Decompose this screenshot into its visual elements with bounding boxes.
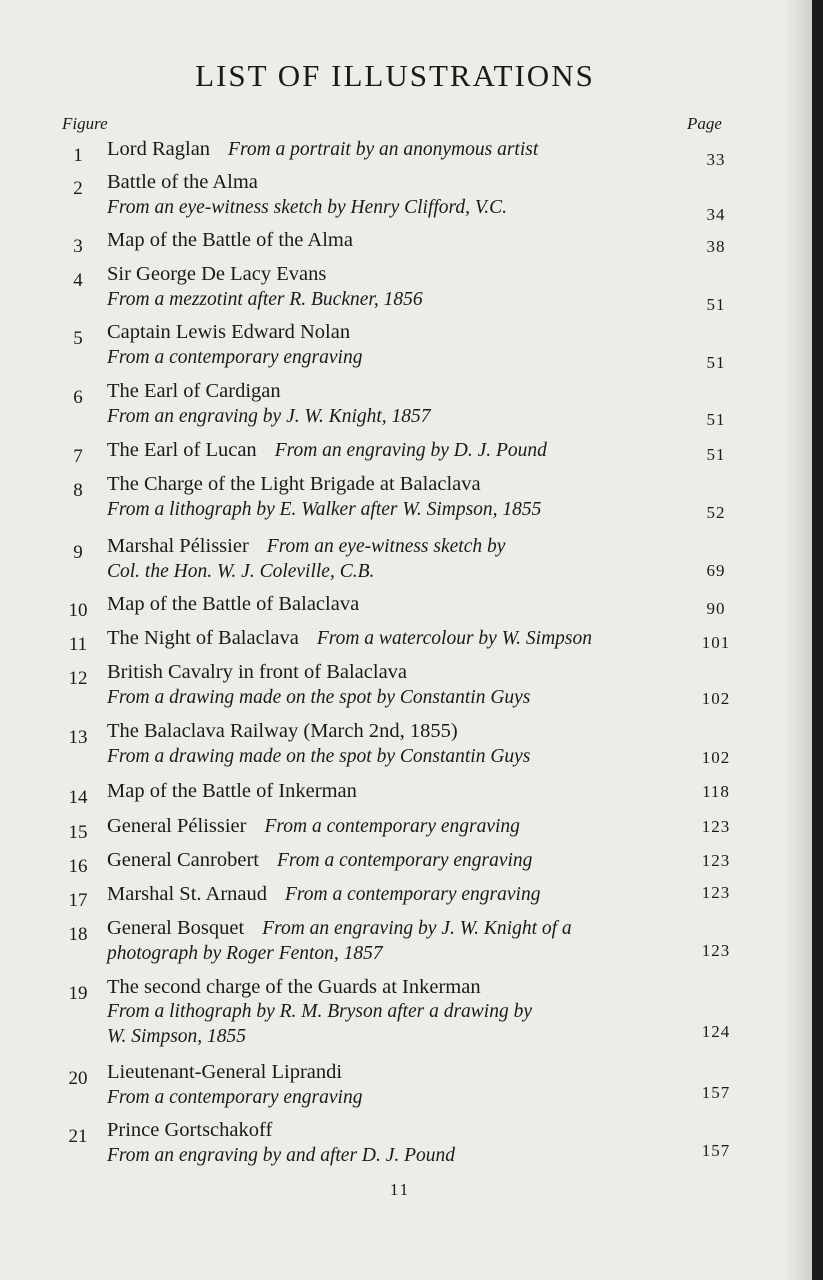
illustration-caption-continued: W. Simpson, 1855	[107, 1026, 247, 1047]
illustration-title: Captain Lewis Edward Nolan	[107, 321, 351, 343]
page-number: 51	[706, 353, 726, 372]
illustration-title: Battle of the Alma	[107, 171, 258, 193]
title-text: General Bosquet	[107, 917, 245, 939]
page-number: 118	[702, 782, 730, 801]
figure-number: 16	[68, 856, 88, 877]
illustration-caption: From an engraving by D. J. Pound	[274, 440, 547, 461]
page-title: LIST OF ILLUSTRATIONS	[195, 58, 595, 93]
illustration-title: Sir George De Lacy Evans	[107, 263, 327, 285]
page-edge-shadow	[784, 0, 812, 1280]
page-number: 124	[701, 1022, 731, 1041]
illustration-title	[107, 138, 538, 161]
page-number: 34	[706, 205, 726, 224]
illustration-caption: From a contemporary engraving	[107, 347, 363, 368]
illustration-title: Map of the Battle of Balaclava	[107, 593, 360, 615]
figure-number: 13	[68, 727, 88, 748]
figure-column-header: Figure	[62, 114, 108, 133]
illustration-title	[107, 439, 547, 462]
illustration-caption: From a contemporary engraving	[264, 816, 520, 837]
page-number: 33	[706, 150, 726, 169]
figure-number: 18	[68, 924, 88, 945]
figure-number: 17	[68, 890, 88, 911]
title-text: General Pélissier	[107, 815, 247, 837]
page-column-header: Page	[687, 114, 722, 133]
illustration-caption: From a portrait by an anonymous artist	[228, 139, 539, 160]
illustration-caption: From an eye-witness sketch by Henry Clifford, V.C.	[107, 197, 508, 218]
illustration-title: Lieutenant-General Liprandi	[107, 1061, 343, 1083]
page-number: 90	[706, 599, 726, 618]
page-number: 102	[701, 689, 731, 708]
illustration-title: Prince Gortschakoff	[107, 1119, 273, 1141]
figure-number: 10	[68, 600, 88, 621]
page-number: 51	[706, 445, 726, 464]
figure-number: 3	[73, 236, 83, 257]
illustration-title: Map of the Battle of Inkerman	[107, 780, 357, 802]
figure-number: 7	[73, 446, 83, 467]
illustration-title	[107, 627, 592, 650]
illustration-caption: From a contemporary engraving	[276, 850, 533, 871]
page-number: 123	[701, 817, 731, 836]
illustration-title: The Charge of the Light Brigade at Balaclava	[107, 473, 481, 495]
page-number: 69	[706, 561, 726, 580]
illustration-title: The Earl of Cardigan	[107, 380, 281, 402]
title-text: Lord Raglan	[107, 138, 211, 160]
illustration-title	[107, 815, 520, 838]
title-text: Marshal Pélissier	[107, 535, 249, 557]
page-number: 101	[701, 633, 731, 652]
page-number: 38	[706, 237, 726, 256]
illustration-title	[107, 849, 532, 872]
illustration-title: The second charge of the Guards at Inkerman	[107, 976, 481, 998]
illustration-caption: From a drawing made on the spot by Constantin Guys	[107, 687, 531, 708]
page-number: 157	[701, 1083, 731, 1102]
page-number: 52	[706, 503, 726, 522]
illustration-caption: photograph by Roger Fenton, 1857	[107, 943, 383, 964]
figure-number: 14	[68, 787, 88, 808]
illustration-title	[107, 883, 540, 906]
illustration-title: The Balaclava Railway (March 2nd, 1855)	[107, 720, 458, 742]
figure-number: 19	[68, 983, 88, 1004]
figure-number: 4	[73, 270, 83, 291]
illustration-caption: From a lithograph by R. M. Bryson after a drawing by	[107, 1001, 533, 1022]
figure-number: 5	[73, 328, 83, 349]
page-number: 123	[701, 883, 731, 902]
figure-number: 1	[73, 145, 83, 166]
figure-number: 12	[68, 668, 88, 689]
figure-number: 20	[68, 1068, 88, 1089]
illustration-caption: From a mezzotint after R. Buckner, 1856	[107, 289, 423, 310]
page-number: 157	[701, 1141, 731, 1160]
figure-number: 6	[73, 387, 83, 408]
figure-number: 2	[73, 178, 83, 199]
illustration-title: British Cavalry in front of Balaclava	[107, 661, 408, 683]
illustration-title	[107, 535, 505, 558]
illustration-caption-inline: From an eye-witness sketch by	[266, 536, 506, 557]
figure-number: 9	[73, 542, 83, 563]
illustration-caption: From a contemporary engraving	[285, 884, 541, 905]
page-number: 102	[701, 748, 731, 767]
figure-number: 11	[68, 634, 88, 655]
page-footer-number: 11	[389, 1180, 411, 1199]
illustration-title	[107, 917, 572, 940]
illustration-caption: Col. the Hon. W. J. Colevill​e, C.B.	[107, 561, 375, 582]
figure-number: 21	[68, 1126, 88, 1147]
page-number: 51	[706, 295, 726, 314]
illustration-caption: From an engraving by J. W. Knight, 1857	[107, 406, 431, 427]
illustration-caption: From an engraving by and after D. J. Pound	[107, 1145, 456, 1166]
title-text: General Canrobert	[107, 849, 259, 871]
page-number: 51	[706, 410, 726, 429]
illustration-caption: From a lithograph by E. Walker after W. Simpson, 1855	[107, 499, 542, 520]
figure-number: 8	[73, 480, 83, 501]
title-text: Marshal St. Arnaud	[107, 883, 267, 905]
illustration-title: Map of the Battle of the Alma	[107, 229, 353, 251]
illustration-caption-inline: From an engraving by J. W. Knight of a	[262, 918, 572, 939]
page-number: 123	[701, 941, 731, 960]
figure-number: 15	[68, 822, 88, 843]
illustration-caption: From a contemporary engraving	[107, 1087, 363, 1108]
title-text: The Earl of Lucan	[107, 439, 257, 461]
title-text: The Night of Balaclava	[107, 627, 299, 649]
illustration-caption: From a drawing made on the spot by Constantin Guys	[107, 746, 531, 767]
illustration-caption: From a watercolour by W. Simpson	[316, 628, 592, 649]
page-number: 123	[701, 851, 731, 870]
